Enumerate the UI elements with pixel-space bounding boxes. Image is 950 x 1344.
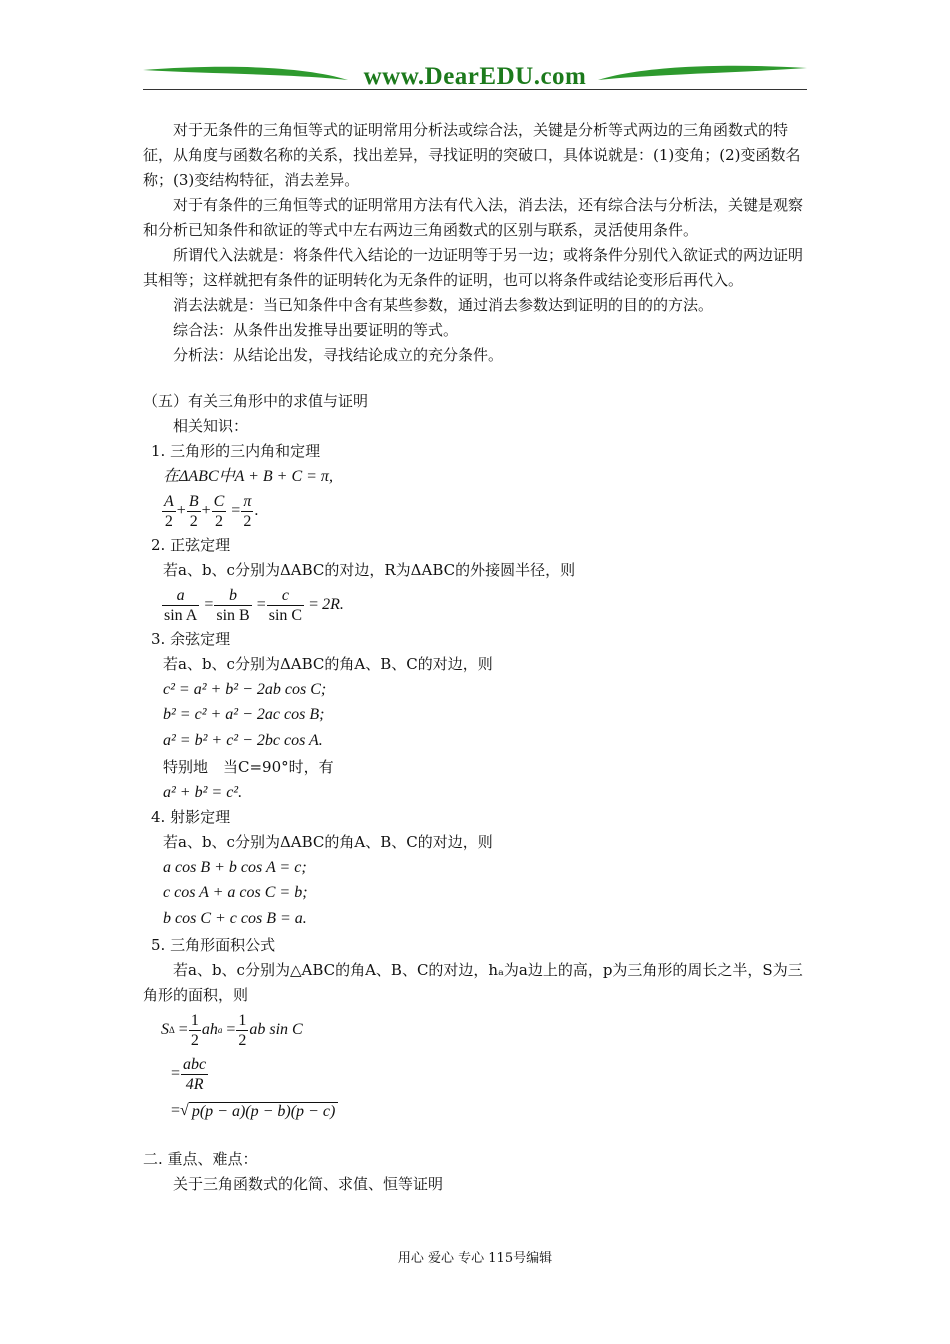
formula-line: a cos B + b cos A = c; (163, 859, 307, 876)
theorem-intro: 若a、b、c分别为ΔABC的角A、B、C的对边，则 (163, 833, 493, 851)
paragraph: 消去法就是：当已知条件中含有某些参数，通过消去参数达到证明的目的的方法。 (173, 296, 714, 314)
formula-line: b² = c² + a² − 2ac cos B; (163, 706, 325, 723)
theorem-heading: 4. 射影定理 (151, 808, 231, 826)
formula-line: c² = a² + b² − 2ab cos C; (163, 681, 327, 698)
theorem-heading: 5. 三角形面积公式 (151, 936, 276, 954)
header-rule (143, 89, 807, 90)
paragraph: 分析法：从结论出发，寻找结论成立的充分条件。 (173, 346, 504, 364)
theorem-intro: 若a、b、c分别为△ABC的角A、B、C的对边，hₐ为a边上的高，p为三角形的周长之半，S为三角形的面积，则 (143, 961, 803, 1004)
area-formula-line-2: = $\frac{\text{abc}}{4R}$ (171, 1055, 207, 1093)
theorem-intro: 若a、b、c分别为ΔABC的对边，R为ΔABC的外接圆半径，则 (163, 561, 576, 579)
theorem-intro: 若a、b、c分别为ΔABC的角A、B、C的对边，则 (163, 655, 493, 673)
sine-law-formula: $\frac{a}{\text{sin A}}$ = $\frac{b}{\text{sin B}}$ = $\frac{c}{\text{sin C}}$ = 2R. (164, 586, 344, 624)
theorem-heading: 2. 正弦定理 (151, 536, 231, 554)
document-body (143, 118, 811, 1197)
paragraph: 综合法：从条件出发推导出要证明的等式。 (173, 321, 459, 339)
section-title: （五）有关三角形中的求值与证明 (143, 392, 369, 410)
formula-line: b cos C + c cos B = a. (163, 910, 307, 927)
site-logo: www.DearEDU.com (363, 63, 587, 90)
section-title: 二. 重点、难点： (143, 1150, 258, 1168)
page-header (143, 62, 807, 96)
area-formula-line-3: = √ p(p − a)(p − b)(p − c) (143, 1096, 811, 1126)
half-angle-sum-formula: $\frac{A}{2}$ + $\frac{B}{2}$ + $\frac{C}{2}$ = $\frac{\pi}{2}$ . (164, 492, 259, 530)
paragraph: 对于有条件的三角恒等式的证明常用方法有代入法，消去法，还有综合法与分析法，关键是观察和分析已知条件和欲证的等式中左右两边三角函数式的区别与联系，灵活使用条件。 (143, 196, 804, 239)
theorem-heading: 3. 余弦定理 (151, 630, 231, 648)
paragraph: 对于无条件的三角恒等式的证明常用分析法或综合法，关键是分析等式两边的三角函数式的特征，从角度与函数名称的关系，找出差异，寻找证明的突破口，具体说就是：(1)变角；(2)变函数名称；(3)变结构特征，消去差异。 (143, 121, 801, 189)
theorem-heading: 1. 三角形的三内角和定理 (151, 442, 321, 460)
special-case-note: 特别地 当C=90°时，有 (163, 758, 334, 776)
formula-line: c cos A + a cos C = b; (163, 884, 308, 901)
formula-line: a² + b² = c². (163, 784, 243, 801)
page-footer: 用心 爱心 专心 115号编辑 (397, 1251, 553, 1266)
formula-line: a² = b² + c² − 2bc cos A. (163, 732, 323, 749)
formula-line: 在ΔABC中A + B + C = π, (163, 468, 333, 485)
paragraph: 所谓代入法就是：将条件代入结论的一边证明等于另一边；或将条件分别代入欲证式的两边证明其相等；这样就把有条件的证明转化为无条件的证明，也可以将条件或结论变形后再代入。 (143, 246, 804, 289)
knowledge-label: 相关知识： (173, 417, 249, 435)
area-formula-line-1: S Δ = $\frac{1}{2}$ ah a = $\frac{1}{2}$ ab sin C (161, 1011, 303, 1049)
paragraph: 关于三角函数式的化简、求值、恒等证明 (173, 1175, 444, 1193)
